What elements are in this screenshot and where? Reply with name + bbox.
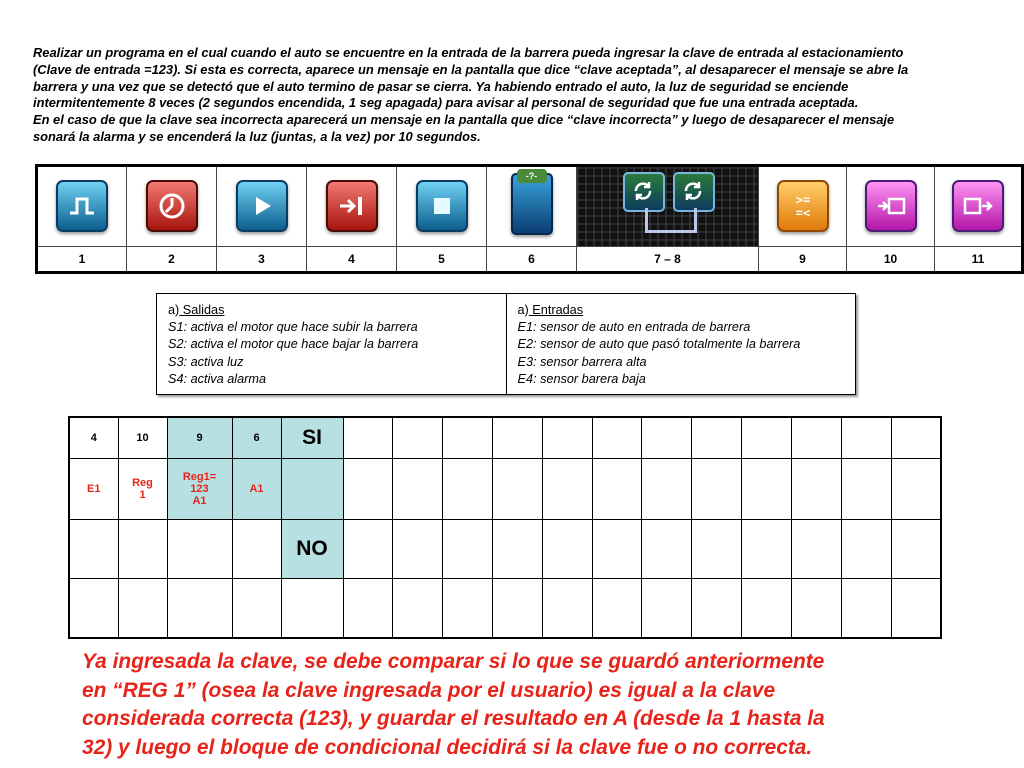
clock-icon[interactable] [146,180,198,232]
loop-end-icon [673,172,715,212]
block-cell [487,166,577,247]
condition-block-icon[interactable] [511,170,553,235]
note-line: Ya ingresada la clave, se debe comparar si lo que se guardó anteriormente [82,650,825,673]
compare-icon[interactable] [777,180,829,232]
block-cell [759,166,847,247]
grid-cell[interactable] [492,459,542,520]
grid-cell[interactable] [69,579,118,639]
output-item: S2: activa el motor que hace bajar la barrera [168,337,419,352]
grid-cell[interactable] [167,579,232,639]
inputs-title-text: Entradas [528,303,584,317]
grid-cell[interactable] [742,459,792,520]
instructions-line: sonará la alarma y se encenderá la luz (juntas, a la vez) por 10 segundos. [33,128,481,144]
grid-cell[interactable]: Reg 1 [118,459,167,520]
grid-cell[interactable] [891,417,941,459]
register-read-icon[interactable] [952,180,1004,232]
grid-cell[interactable]: 10 [118,417,167,459]
grid-cell[interactable] [841,417,891,459]
block-cell [847,166,935,247]
grid-cell[interactable] [692,520,742,579]
instructions-line: Realizar un programa en el cual cuando el auto se encuentre en la entrada de la barrera pueda ingresar la clave de entrada al estacionamiento [33,45,904,60]
svg-text:=<: =< [795,206,810,221]
grid-cell[interactable] [343,417,393,459]
grid-cell[interactable] [592,520,642,579]
grid-cell[interactable]: Reg1= 123 A1 [167,459,232,520]
grid-cell[interactable] [393,579,443,639]
instructions-line: intermitentemente 8 veces (2 segundos encendida, 1 seg apagada) para avisar al personal de seguridad que fue una entrada aceptada. [33,95,859,111]
output-item: S3: activa luz [168,354,244,369]
input-item: E3: sensor barrera alta [517,354,647,369]
grid-cell[interactable] [791,459,841,520]
outputs-title [168,302,496,319]
stop-square-icon[interactable] [416,180,468,232]
grid-cell[interactable] [692,579,742,639]
grid-cell[interactable] [492,520,542,579]
instructions-line: En el caso de que la clave sea incorrecta aparecerá un mensaje en la pantalla que dice “clave incorrecta” y luego de desaparecer el mensaje [33,112,895,128]
loop-connector [645,208,697,233]
block-number: 2 [127,246,217,272]
grid-cell[interactable] [492,579,542,639]
block-cell [127,166,217,247]
block-number: 9 [759,246,847,272]
grid-cell[interactable] [742,579,792,639]
input-item: E1: sensor de auto en entrada de barrera [517,320,751,335]
block-number: 7 – 8 [577,246,759,272]
grid-cell[interactable]: A1 [232,459,281,520]
grid-cell[interactable] [343,579,393,639]
grid-cell[interactable] [642,417,692,459]
block-cell [37,166,127,247]
block-cell [577,166,759,247]
output-item: S1: activa el motor que hace subir la barrera [168,320,418,335]
grid-cell[interactable] [118,520,167,579]
grid-cell[interactable] [118,579,167,639]
program-grid [68,416,942,639]
instructions-text [33,45,995,146]
block-cell [217,166,307,247]
input-item: E4: sensor barera baja [517,371,646,386]
instructions-line: (Clave de entrada =123). Si esta es correcta, aparece un mensaje en la pantalla que dice “clave aceptada”, al desaparecer el mensaje se abre la [33,61,909,77]
block-number: 10 [847,246,935,272]
block-palette-table [35,164,1024,274]
grid-cell[interactable] [542,459,592,520]
outputs-title-text: Salidas [179,303,225,317]
grid-cell[interactable]: 6 [232,417,281,459]
instructions-line: barrera y una vez que se detectó que el auto termino de pasar se cierra. Ya habiendo entrado el auto, la luz de seguridad se enciende [33,78,849,94]
grid-cell[interactable] [443,459,493,520]
pulse-wave-icon[interactable] [56,180,108,232]
grid-cell[interactable] [841,579,891,639]
grid-cell[interactable] [167,520,232,579]
play-icon[interactable] [236,180,288,232]
block-number: 3 [217,246,307,272]
note-line: considerada correcta (123), y guardar el resultado en A (desde la 1 hasta la [82,707,825,730]
grid-cell[interactable] [542,579,592,639]
block-cell [935,166,1023,247]
grid-cell[interactable] [393,459,443,520]
grid-cell[interactable] [891,579,941,639]
grid-cell[interactable] [232,520,281,579]
block-number: 4 [307,246,397,272]
grid-cell[interactable] [343,459,393,520]
grid-cell[interactable] [742,417,792,459]
note-line: 32) y luego el bloque de condicional decidirá si la clave fue o no correcta. [82,735,813,759]
block-number: 6 [487,246,577,272]
note-line: en “REG 1” (osea la clave ingresada por el usuario) es igual a la clave [82,678,776,702]
outputs-column [157,294,506,394]
block-cell [307,166,397,247]
grid-cell[interactable] [791,579,841,639]
grid-cell[interactable] [742,520,792,579]
condition-cap-label: -?- [517,169,547,183]
grid-cell[interactable] [542,520,592,579]
grid-cell[interactable] [791,417,841,459]
grid-cell[interactable] [692,459,742,520]
io-definitions-table [156,293,856,395]
grid-cell[interactable] [69,520,118,579]
no-branch-label[interactable]: NO [281,520,343,579]
grid-cell[interactable] [642,579,692,639]
yes-branch-label[interactable]: SI [281,417,343,459]
grid-cell[interactable] [232,579,281,639]
grid-cell[interactable] [791,520,841,579]
svg-text:>=: >= [795,193,810,208]
grid-cell[interactable] [393,417,443,459]
input-item: E2: sensor de auto que pasó totalmente la barrera [517,337,801,352]
grid-cell[interactable] [393,520,443,579]
block-number: 11 [935,246,1023,272]
grid-cell[interactable]: 9 [167,417,232,459]
grid-cell[interactable] [642,520,692,579]
loop-start-icon [623,172,665,212]
grid-cell[interactable] [692,417,742,459]
grid-cell[interactable] [443,579,493,639]
block-number: 1 [37,246,127,272]
block-number: 5 [397,246,487,272]
grid-cell[interactable] [891,459,941,520]
input-arrow-icon[interactable] [326,180,378,232]
block-cell [397,166,487,247]
grid-cell[interactable] [281,459,343,520]
grid-cell[interactable] [592,417,642,459]
grid-cell[interactable] [343,520,393,579]
grid-cell[interactable] [492,417,542,459]
grid-cell[interactable] [841,520,891,579]
grid-cell[interactable] [891,520,941,579]
outputs-title-prefix: a) [168,303,180,317]
grid-cell[interactable] [443,520,493,579]
explanation-note [82,648,962,762]
output-item: S4: activa alarma [168,371,267,386]
grid-cell[interactable]: 4 [69,417,118,459]
grid-cell[interactable] [642,459,692,520]
grid-cell[interactable] [592,579,642,639]
grid-cell[interactable]: E1 [69,459,118,520]
grid-cell[interactable] [281,579,343,639]
inputs-title-prefix: a) [517,303,529,317]
loop-cycle-icon[interactable] [623,168,713,244]
grid-cell[interactable] [443,417,493,459]
grid-cell[interactable] [592,459,642,520]
grid-cell[interactable] [841,459,891,520]
register-store-icon[interactable] [865,180,917,232]
inputs-column [506,294,856,394]
inputs-title [518,302,846,319]
grid-cell[interactable] [542,417,592,459]
